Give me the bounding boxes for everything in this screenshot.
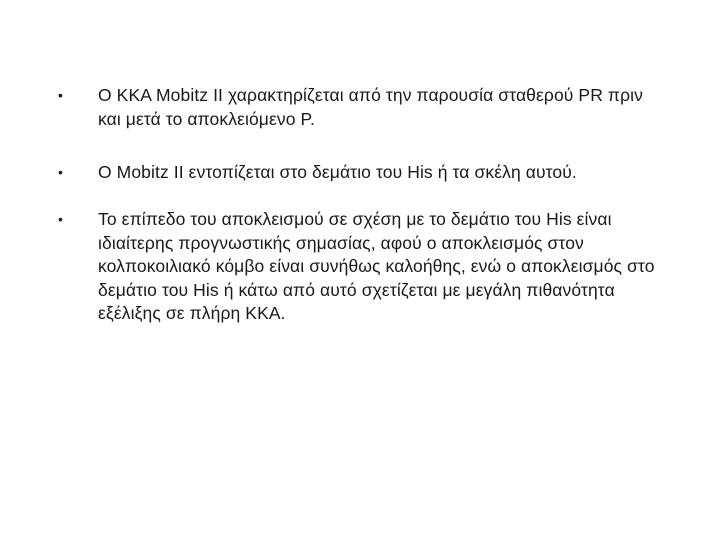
bullet-text: Ο ΚΚΑ Mobitz II χαρακτηρίζεται από την παρουσία σταθερού PR πριν και μετά το αποκλειόμενο P. <box>98 85 643 129</box>
bullet-text: Το επίπεδο του αποκλεισμού σε σχέση με το δεμάτιο του His είναι ιδιαίτερης προγνωστικής σημασίας, αφού ο αποκλεισμός στον κολποκοιλιακό κόμβο είναι συνήθως καλοήθης, ενώ ο αποκλεισμός στο δεμάτιο του His ή κάτω από αυτό σχετίζεται με μεγάλη πιθανότητα εξέλιξης σε πλήρη ΚΚΑ. <box>98 209 655 323</box>
bullet-dot-icon: • <box>58 211 63 227</box>
bullet-dot-icon: • <box>58 87 63 103</box>
bullet-item <box>58 208 668 326</box>
bullet-dot-icon: • <box>58 164 63 180</box>
bullet-text: O Mobitz II εντοπίζεται στο δεμάτιο του His ή τα σκέλη αυτού. <box>98 162 577 182</box>
bullet-item <box>58 84 668 131</box>
bullet-item <box>58 161 668 185</box>
